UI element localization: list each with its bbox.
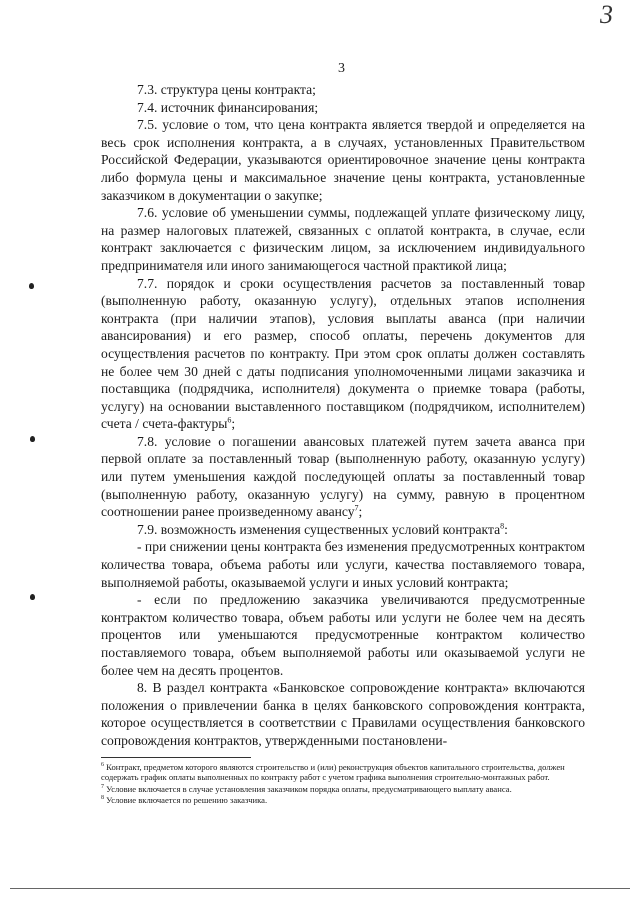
footnote-divider [101, 757, 251, 758]
footnote-6 [101, 762, 587, 783]
paragraph-7-7-text: 7.7. порядок и сроки осуществления расчетов за поставленный товар (выполненную работу, оказанную услугу), отдельных этапов исполнения контракта (при наличии этапов), условия выплаты аванса (при наличии авансирования) и его размер, способ оплаты, перечень документов для осуществления расчетов по контракту. При этом срок оплаты должен составлять не более чем 30 дней с даты подписания уполномоченными лицами заказчика и поставщика (подрядчика, исполнителя) документа о приемке товара (работы, услугу) на основании выставленного поставщиком (подрядчиком, исполнителем) счета / счета-фактуры [101, 275, 585, 432]
footnote-6-text: Контракт, предметом которого являются строительство и (или) реконструкция объектов капитального строительства, должен содержать график оплаты выполненных по контракту работ с учетом графика выполнения строительно-монтажных работ. [101, 762, 565, 783]
paragraph-7-5: 7.5. условие о том, что цена контракта является твердой и определяется на весь срок исполнения контракта, а в случаях, установленных Правительством Российской Федерации, указываются ориентировочное значение цены контракта либо формула цены и максимальное значение цены контракта, установленные заказчиком в документации о закупке; [101, 117, 585, 203]
bottom-scan-edge [10, 888, 630, 889]
document-body [101, 81, 585, 750]
paragraph-7-8 [101, 433, 585, 521]
footnote-8 [101, 795, 587, 805]
paragraph-7-3: 7.3. структура цены контракта; [137, 82, 316, 97]
paragraph-8: 8. В раздел контракта «Банковское сопровождение контракта» включаются положения о привлечении банка в целях банковского сопровождения контракта, которое осуществляется в соответствии с Правилами осуществления банковского сопровождения контрактов, утвержденными постановлени- [101, 680, 585, 748]
footnote-8-text: Условие включается по решению заказчика. [106, 795, 268, 806]
paragraph-7-8-text: 7.8. условие о погашении авансовых платежей путем зачета аванса при первой оплате за поставленный товар (выполненную работу, оказанную услугу) или путем уменьшения каждой последующей оплаты за поставленный товар (выполненную работу, оказанную услугу) на сумму, равную в процентном соотношении ранее произведенному авансу [101, 433, 585, 520]
list-item-quantity-change: - если по предложению заказчика увеличиваются предусмотренные контрактом количество товара, объем работы или услуги не более чем на десять процентов или уменьшаются предусмотренные контрактом количество поставляемого товара, объем выполняемой работы или оказываемой услуги не более чем на десять процентов. [101, 592, 585, 678]
footnote-ref-7: 7 [354, 503, 359, 513]
footnote-6-number: 6 [101, 762, 104, 769]
footnote-7 [101, 784, 587, 794]
margin-mark-3 [30, 594, 35, 600]
footnote-7-number: 7 [101, 783, 104, 790]
paragraph-7-9-text: 7.9. возможность изменения существенных условий контракта [137, 521, 501, 537]
margin-mark-1 [29, 283, 34, 289]
paragraph-7-9 [101, 521, 585, 539]
margin-mark-2 [30, 436, 35, 442]
footnote-8-number: 8 [101, 795, 104, 802]
paragraph-7-6: 7.6. условие об уменьшении суммы, подлежащей уплате физическому лицу, на размер налоговых платежей, связанных с оплатой контракта, в случае, если контракт заключается с физическим лицом, за исключением индивидуального предпринимателя или иного занимающегося частной практикой лица; [101, 205, 585, 273]
page-number: 3 [338, 61, 345, 76]
paragraph-7-8-suffix: ; [358, 504, 363, 520]
paragraph-7-7 [101, 275, 585, 433]
paragraph-7-7-suffix: ; [231, 416, 236, 432]
footnote-ref-8: 8 [500, 521, 505, 531]
paragraph-7-4: 7.4. источник финансирования; [137, 99, 319, 115]
list-item-price-reduction: - при снижении цены контракта без изменения предусмотренных контрактом количества товара, объема работы или услуги, качества поставляемого товара, выполняемой работы, оказываемой услуги и иных условий контракта; [101, 539, 585, 590]
footnote-7-text: Условие включается в случае установления заказчиком порядка оплаты, предусматривающего выплату аванса. [106, 783, 512, 794]
handwritten-page-mark: 3 [600, 0, 613, 29]
footnote-ref-6: 6 [227, 415, 232, 425]
footnotes [101, 762, 587, 807]
paragraph-7-9-suffix: : [504, 521, 508, 537]
